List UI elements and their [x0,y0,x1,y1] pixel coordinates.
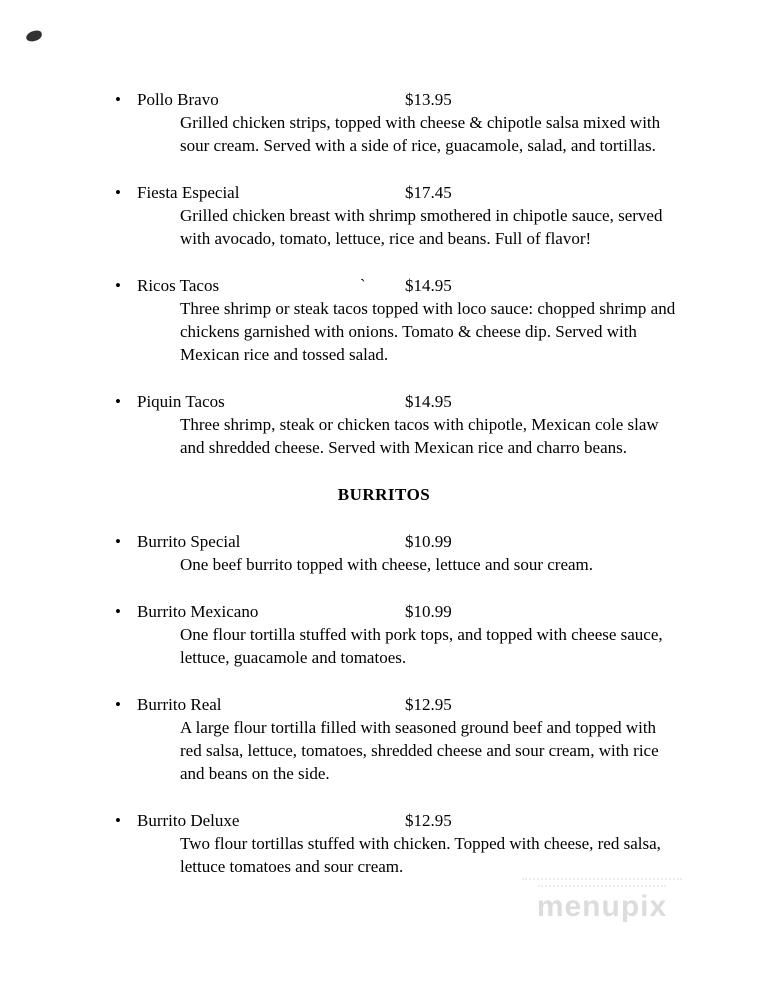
item-description: Two flour tortillas stuffed with chicken. Topped with cheese, red salsa, lettuce tomatoes and sour cream. [180,834,661,876]
menu-item [115,390,682,459]
item-price: $14.95 [405,392,452,411]
item-price: $10.99 [405,602,452,621]
menu-item [115,693,682,785]
menu-item-body [137,809,682,878]
bullet-icon: • [115,695,121,714]
menu-item-body [137,693,682,785]
bullet-icon: • [115,602,121,621]
menu-item-body [137,390,682,459]
menu-item-line [137,693,682,716]
menu-item [115,274,682,366]
bullet-icon: • [115,183,121,202]
menu-item [115,600,682,669]
stray-mark: ` [360,276,366,295]
bullet-icon: • [115,392,121,411]
bullet-icon: • [115,811,121,830]
item-description: A large flour tortilla filled with seasoned ground beef and topped with red salsa, lettuce, tomatoes, shredded cheese and sour cream, with rice and beans on the side. [180,718,659,783]
item-name: Burrito Real [137,695,222,714]
item-description: Three shrimp, steak or chicken tacos with chipotle, Mexican cole slaw and shredded cheese. Served with Mexican rice and charro beans. [180,415,659,457]
menu-item-line [137,390,682,413]
item-name: Piquin Tacos [137,392,225,411]
item-price: $13.95 [405,90,452,109]
menu-item-line [137,274,682,297]
section-heading-burritos: BURRITOS [337,485,431,504]
item-name: Fiesta Especial [137,183,240,202]
item-name: Pollo Bravo [137,90,219,109]
menu-item-line [137,530,682,553]
menu-item [115,530,682,576]
item-description: Grilled chicken strips, topped with cheese & chipotle salsa mixed with sour cream. Served with a side of rice, guacamole, salad, and tortillas. [180,113,661,155]
item-price: $12.95 [405,811,452,830]
watermark-dots-icon [522,878,682,883]
menu-item [115,88,682,157]
menu-item-body [137,181,682,250]
item-name: Burrito Special [137,532,241,551]
item-price: $12.95 [405,695,452,714]
item-name: Burrito Mexicano [137,602,259,621]
bullet-icon: • [115,276,121,295]
item-price: $17.45 [405,183,452,202]
item-description: Grilled chicken breast with shrimp smothered in chipotle sauce, served with avocado, tomato, lettuce, rice and beans. Full of flavor! [180,206,663,248]
item-description: One flour tortilla stuffed with pork tops, and topped with cheese sauce, lettuce, guacamole and tomatoes. [180,625,663,667]
menupix-watermark [522,878,682,922]
item-name: Ricos Tacos [137,276,220,295]
menu-section-tacos [115,88,682,459]
menu-item-line [137,88,682,111]
item-name: Burrito Deluxe [137,811,240,830]
item-description: Three shrimp or steak tacos topped with loco sauce: chopped shrimp and chickens garnished with onions. Tomato & cheese dip. Served with Mexican rice and tossed salad. [180,299,676,364]
menu-item-line [137,809,682,832]
item-description: One beef burrito topped with cheese, lettuce and sour cream. [180,555,594,574]
menu-item-body [137,274,682,366]
bullet-icon: • [115,90,121,109]
menu-item-line [137,600,682,623]
item-price: $10.99 [405,532,452,551]
bullet-icon: • [115,532,121,551]
menu-item [115,809,682,878]
menu-item-body [137,530,682,576]
menu-section-burritos [115,530,682,878]
watermark-text: menupix [536,890,668,923]
menu-item-line [137,181,682,204]
menu-item-body [137,600,682,669]
menu-item [115,181,682,250]
item-price: $14.95 [405,276,452,295]
menu-item-body [137,88,682,157]
